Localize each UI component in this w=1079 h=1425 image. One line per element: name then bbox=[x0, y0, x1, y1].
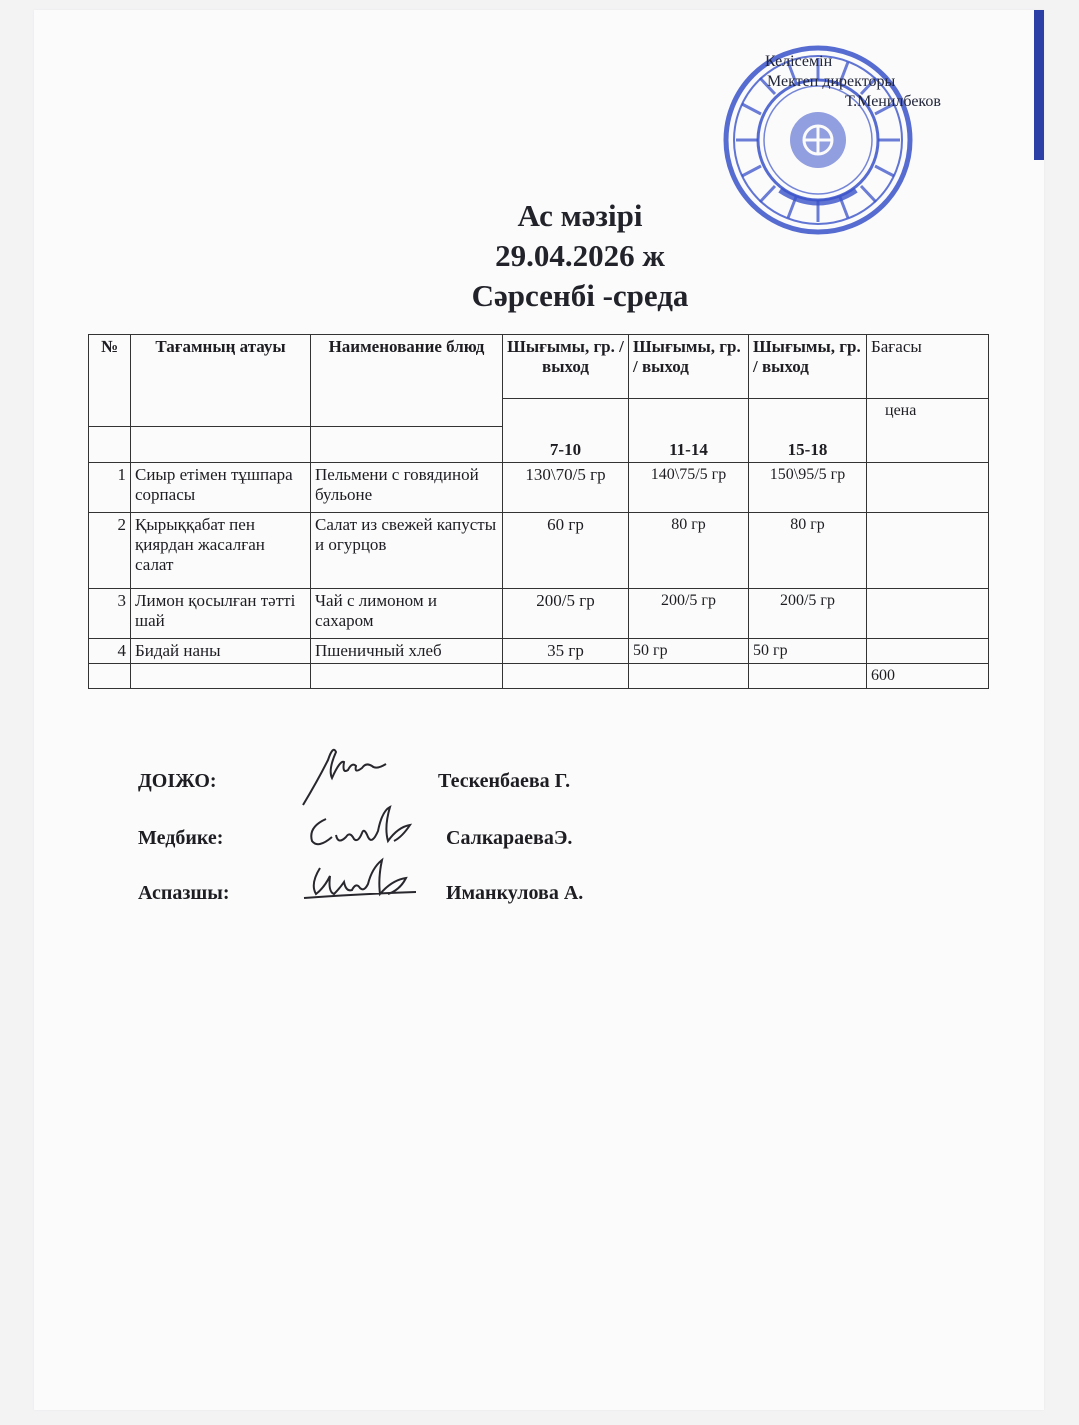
col-header-yield-2: Шығымы, гр. / выход bbox=[629, 335, 749, 399]
menu-title-block bbox=[380, 196, 780, 316]
menu-title: Ас мәзірі bbox=[517, 198, 643, 233]
signature-role: Медбике: bbox=[138, 827, 224, 849]
col-header-price-ru: цена bbox=[867, 399, 989, 463]
signature-role: ДОІЖО: bbox=[138, 770, 217, 792]
signature-name: Тескенбаева Г. bbox=[438, 770, 571, 792]
col-header-num: № bbox=[89, 335, 131, 427]
cell-name-ru: Пельмени с говядиной бульоне bbox=[311, 463, 503, 513]
col-header-price: Бағасы bbox=[867, 335, 989, 399]
cell-num: 2 bbox=[89, 513, 131, 589]
menu-table bbox=[88, 334, 989, 689]
cell-num: 4 bbox=[89, 639, 131, 664]
menu-day: Сәрсенбі -среда bbox=[471, 278, 689, 313]
table-cell bbox=[311, 427, 503, 463]
menu-date: 29.04.2026 ж bbox=[495, 238, 665, 273]
table-cell bbox=[131, 427, 311, 463]
cell-yield-1: 130\70/5 гр bbox=[503, 463, 629, 513]
cell-yield-1: 200/5 гр bbox=[503, 589, 629, 639]
cell-yield-2: 50 гр bbox=[629, 639, 749, 664]
cell-yield-3: 80 гр bbox=[749, 513, 867, 589]
approval-line-2: Мектеп директоры bbox=[767, 73, 896, 90]
cell-yield-2: 80 гр bbox=[629, 513, 749, 589]
col-header-name-kz: Тағамның атауы bbox=[131, 335, 311, 427]
signature-role: Аспазшы: bbox=[138, 882, 230, 904]
cell-yield-1: 35 гр bbox=[503, 639, 629, 664]
age-header-1: 7-10 bbox=[503, 399, 629, 463]
table-cell bbox=[749, 664, 867, 689]
cell-name-kz: Қырыққабат пен қиярдан жасалған салат bbox=[131, 513, 311, 589]
age-header-2: 11-14 bbox=[629, 399, 749, 463]
table-cell bbox=[629, 664, 749, 689]
cell-price bbox=[867, 463, 989, 513]
table-row bbox=[89, 463, 989, 513]
cell-price bbox=[867, 513, 989, 589]
cell-yield-2: 140\75/5 гр bbox=[629, 463, 749, 513]
approval-line-1: Келісемін bbox=[765, 53, 833, 70]
col-header-yield-3: Шығымы, гр. / выход bbox=[749, 335, 867, 399]
cell-yield-3: 50 гр bbox=[749, 639, 867, 664]
cell-name-ru: Пшеничный хлеб bbox=[311, 639, 503, 664]
cell-yield-2: 200/5 гр bbox=[629, 589, 749, 639]
table-header-row bbox=[89, 335, 989, 399]
cell-name-kz: Сиыр етімен тұшпара сорпасы bbox=[131, 463, 311, 513]
handwritten-signature bbox=[298, 848, 428, 918]
approval-line-3: Т.Менилбеков bbox=[845, 93, 941, 110]
cell-num: 3 bbox=[89, 589, 131, 639]
table-cell bbox=[503, 664, 629, 689]
col-header-name-ru: Наименование блюд bbox=[311, 335, 503, 427]
edge-strip bbox=[1034, 10, 1044, 160]
age-header-3: 15-18 bbox=[749, 399, 867, 463]
cell-yield-3: 200/5 гр bbox=[749, 589, 867, 639]
cell-name-ru: Чай с лимоном и сахаром bbox=[311, 589, 503, 639]
cell-num: 1 bbox=[89, 463, 131, 513]
cell-yield-1: 60 гр bbox=[503, 513, 629, 589]
signature-name: СалкараеваЭ. bbox=[446, 827, 573, 849]
table-row bbox=[89, 513, 989, 589]
cell-price bbox=[867, 639, 989, 664]
table-cell bbox=[89, 427, 131, 463]
col-header-yield-1: Шығымы, гр. / выход bbox=[503, 335, 629, 399]
cell-price bbox=[867, 589, 989, 639]
cell-name-ru: Салат из свежей капусты и огурцов bbox=[311, 513, 503, 589]
cell-name-kz: Лимон қосылған тәтті шай bbox=[131, 589, 311, 639]
cell-yield-3: 150\95/5 гр bbox=[749, 463, 867, 513]
cell-name-kz: Бидай наны bbox=[131, 639, 311, 664]
approval-block bbox=[765, 52, 1015, 112]
table-row bbox=[89, 589, 989, 639]
signature-name: Иманкулова А. bbox=[446, 882, 584, 904]
table-row bbox=[89, 639, 989, 664]
table-cell bbox=[131, 664, 311, 689]
table-cell bbox=[89, 664, 131, 689]
table-total-row bbox=[89, 664, 989, 689]
table-cell bbox=[311, 664, 503, 689]
cell-total: 600 bbox=[867, 664, 989, 689]
